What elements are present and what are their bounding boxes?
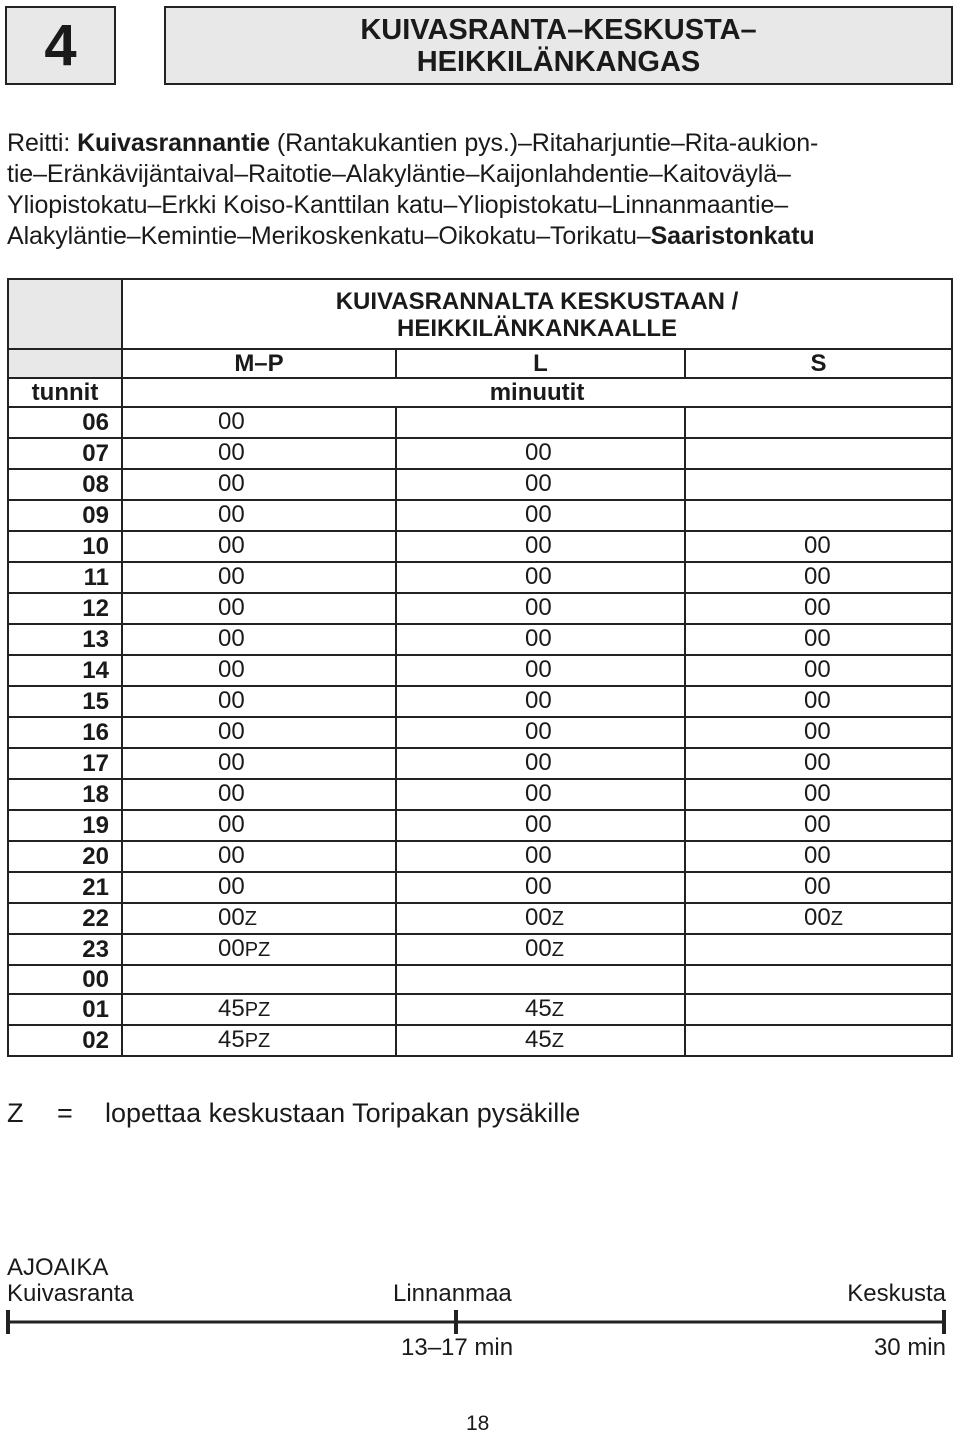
direction-header-row <box>8 279 952 349</box>
minutes-weekday-cell <box>122 965 396 994</box>
hour-cell: 07 <box>8 438 122 469</box>
minute-value: 00 <box>218 563 245 590</box>
label-row <box>8 378 952 407</box>
minutes-weekday-cell <box>122 593 396 624</box>
minute-value: 00 <box>804 718 831 745</box>
minutes-saturday-cell <box>396 531 685 562</box>
hour-cell: 19 <box>8 810 122 841</box>
minute-value: 00 <box>218 904 245 931</box>
minute-value: 00 <box>218 470 245 497</box>
minute-value: 45 <box>218 995 245 1022</box>
direction-line1: KUIVASRANNALTA KESKUSTAAN / <box>335 288 739 315</box>
minute-value: 00 <box>525 935 552 962</box>
table-row <box>8 934 952 965</box>
minutes-sunday-cell <box>685 562 952 593</box>
minutes-saturday-cell <box>396 1025 685 1056</box>
day-header-row <box>8 349 952 378</box>
minutes-saturday-cell <box>396 407 685 438</box>
table-row <box>8 779 952 810</box>
minutes-weekday-cell <box>122 624 396 655</box>
time-to-linnanmaa: 13–17 min <box>401 1334 514 1361</box>
minute-note-code: PZ <box>244 999 271 1021</box>
hour-cell: 15 <box>8 686 122 717</box>
minute-value: 00 <box>218 501 245 528</box>
minutes-label: minuutit <box>122 378 952 407</box>
hour-cell: 14 <box>8 655 122 686</box>
footnote-symbol: Z <box>7 1098 24 1128</box>
minutes-saturday-cell <box>396 469 685 500</box>
hour-cell: 13 <box>8 624 122 655</box>
minute-note-code: Z <box>830 908 843 930</box>
minute-value: 00 <box>218 439 245 466</box>
minutes-weekday-cell <box>122 562 396 593</box>
minutes-weekday-cell <box>122 407 396 438</box>
route-title <box>164 6 953 85</box>
table-row <box>8 438 952 469</box>
minutes-saturday-cell <box>396 438 685 469</box>
minutes-weekday-cell <box>122 1025 396 1056</box>
minutes-sunday-cell <box>685 407 952 438</box>
minutes-saturday-cell <box>396 934 685 965</box>
minute-value: 00 <box>525 718 552 745</box>
minutes-weekday-cell <box>122 810 396 841</box>
day-header-s: S <box>685 349 952 378</box>
table-row <box>8 500 952 531</box>
table-row <box>8 469 952 500</box>
footnote <box>7 1096 581 1130</box>
hour-cell: 10 <box>8 531 122 562</box>
minute-value: 00 <box>218 873 245 900</box>
table-row <box>8 717 952 748</box>
minute-value: 00 <box>218 687 245 714</box>
route-title-line1: KUIVASRANTA–KESKUSTA– <box>360 13 757 46</box>
time-to-keskusta: 30 min <box>873 1334 946 1361</box>
minute-value: 00 <box>218 842 245 869</box>
minute-value: 45 <box>525 995 552 1022</box>
minute-value: 00 <box>525 687 552 714</box>
minute-value: 00 <box>218 749 245 776</box>
minutes-sunday-cell <box>685 500 952 531</box>
minute-value: 00 <box>804 873 831 900</box>
table-row <box>8 872 952 903</box>
minutes-weekday-cell <box>122 903 396 934</box>
stop-linnanmaa: Linnanmaa <box>393 1280 512 1307</box>
hour-cell: 20 <box>8 841 122 872</box>
minute-value: 45 <box>218 1026 245 1053</box>
minutes-saturday-cell <box>396 748 685 779</box>
minutes-sunday-cell <box>685 717 952 748</box>
hour-cell: 22 <box>8 903 122 934</box>
minutes-sunday-cell <box>685 965 952 994</box>
route-start-street: Kuivasrannantie <box>77 129 271 157</box>
minutes-saturday-cell <box>396 779 685 810</box>
minutes-saturday-cell <box>396 562 685 593</box>
minutes-sunday-cell <box>685 934 952 965</box>
minute-value: 00 <box>218 718 245 745</box>
minutes-sunday-cell <box>685 686 952 717</box>
minute-value: 45 <box>525 1026 552 1053</box>
minutes-sunday-cell <box>685 779 952 810</box>
direction-line2: HEIKKILÄNKANKAALLE <box>397 315 677 342</box>
minute-value: 00 <box>218 594 245 621</box>
route-end-street: Saaristonkatu <box>650 222 815 250</box>
table-row <box>8 655 952 686</box>
route-line-3: Yliopistokatu–Erkki Koiso-Kanttilan katu–Yliopistokatu–Linnanmaantie– <box>7 191 789 219</box>
hour-cell: 11 <box>8 562 122 593</box>
corner-cell <box>8 279 122 349</box>
minutes-sunday-cell <box>685 531 952 562</box>
minutes-weekday-cell <box>122 655 396 686</box>
minutes-sunday-cell <box>685 624 952 655</box>
minutes-weekday-cell <box>122 841 396 872</box>
hour-cell: 08 <box>8 469 122 500</box>
minute-note-code: Z <box>551 908 564 930</box>
minute-value: 00 <box>525 904 552 931</box>
minute-value: 00 <box>525 842 552 869</box>
minutes-saturday-cell <box>396 593 685 624</box>
page-number: 18 <box>466 1412 490 1435</box>
minutes-saturday-cell <box>396 994 685 1025</box>
route-line-4 <box>7 221 957 252</box>
timetable <box>7 278 953 1057</box>
minute-value: 00 <box>804 532 831 559</box>
minute-value: 00 <box>218 408 245 435</box>
minutes-sunday-cell <box>685 469 952 500</box>
minute-value: 00 <box>525 501 552 528</box>
minute-value: 00 <box>525 656 552 683</box>
minutes-weekday-cell <box>122 469 396 500</box>
minute-value: 00 <box>525 625 552 652</box>
minutes-sunday-cell <box>685 748 952 779</box>
minute-value: 00 <box>218 811 245 838</box>
stop-keskusta: Keskusta <box>847 1280 946 1307</box>
route-description <box>7 128 957 252</box>
minute-value: 00 <box>218 780 245 807</box>
day-header-l: L <box>396 349 685 378</box>
footnote-equals: = <box>57 1098 73 1128</box>
minutes-saturday-cell <box>396 655 685 686</box>
minute-value: 00 <box>804 842 831 869</box>
minutes-saturday-cell <box>396 965 685 994</box>
minute-value: 00 <box>804 656 831 683</box>
minute-value: 00 <box>804 811 831 838</box>
travel-time-title: AJOAIKA <box>7 1254 109 1281</box>
minute-value: 00 <box>525 439 552 466</box>
minutes-sunday-cell <box>685 872 952 903</box>
minute-value: 00 <box>218 656 245 683</box>
table-row <box>8 748 952 779</box>
minute-value: 00 <box>804 749 831 776</box>
day-header-mp: M–P <box>122 349 396 378</box>
route-line-1-rest: (Rantakukantien pys.)–Ritaharjuntie–Rita-aukion- <box>270 129 819 157</box>
minute-value: 00 <box>804 563 831 590</box>
table-row <box>8 810 952 841</box>
hour-cell: 23 <box>8 934 122 965</box>
hour-cell: 12 <box>8 593 122 624</box>
minute-value: 00 <box>218 625 245 652</box>
route-line-1 <box>7 128 957 159</box>
minute-note-code: PZ <box>244 1030 271 1052</box>
minute-note-code: PZ <box>244 939 271 961</box>
minute-value: 00 <box>525 470 552 497</box>
minutes-weekday-cell <box>122 686 396 717</box>
minutes-saturday-cell <box>396 841 685 872</box>
table-row <box>8 407 952 438</box>
minute-value: 00 <box>218 935 245 962</box>
minutes-sunday-cell <box>685 903 952 934</box>
minute-value: 00 <box>525 532 552 559</box>
minute-value: 00 <box>525 780 552 807</box>
hour-cell: 01 <box>8 994 122 1025</box>
hour-cell: 02 <box>8 1025 122 1056</box>
table-row <box>8 1025 952 1056</box>
stop-kuivasranta: Kuivasranta <box>7 1280 134 1307</box>
minute-value: 00 <box>804 687 831 714</box>
minutes-saturday-cell <box>396 903 685 934</box>
minute-value: 00 <box>525 811 552 838</box>
route-line-2: tie–Eränkävijäntaival–Raitotie–Alakyläntie–Kaijonlahdentie–Kaitoväylä– <box>7 160 791 188</box>
minute-value: 00 <box>804 594 831 621</box>
table-row <box>8 624 952 655</box>
minute-value: 00 <box>804 625 831 652</box>
direction-heading <box>122 279 952 349</box>
minute-note-code: Z <box>551 939 564 961</box>
minutes-saturday-cell <box>396 686 685 717</box>
minute-note-code: Z <box>551 1030 564 1052</box>
minute-value: 00 <box>218 532 245 559</box>
minute-value: 00 <box>804 904 831 931</box>
hours-label: tunnit <box>8 378 122 407</box>
minutes-sunday-cell <box>685 655 952 686</box>
minutes-weekday-cell <box>122 934 396 965</box>
route-number: 4 <box>5 6 116 85</box>
minute-value: 00 <box>525 749 552 776</box>
table-row <box>8 562 952 593</box>
hour-cell: 09 <box>8 500 122 531</box>
minutes-weekday-cell <box>122 717 396 748</box>
minutes-sunday-cell <box>685 593 952 624</box>
minutes-weekday-cell <box>122 872 396 903</box>
table-row <box>8 903 952 934</box>
table-row <box>8 841 952 872</box>
minute-note-code: Z <box>551 999 564 1021</box>
minutes-weekday-cell <box>122 438 396 469</box>
minutes-saturday-cell <box>396 500 685 531</box>
minutes-saturday-cell <box>396 810 685 841</box>
minutes-weekday-cell <box>122 994 396 1025</box>
hour-cell: 21 <box>8 872 122 903</box>
route-title-line2: HEIKKILÄNKANGAS <box>416 45 701 78</box>
minutes-sunday-cell <box>685 1025 952 1056</box>
minute-value: 00 <box>804 780 831 807</box>
minute-note-code: Z <box>244 908 257 930</box>
table-row <box>8 686 952 717</box>
minutes-weekday-cell <box>122 531 396 562</box>
hour-cell: 16 <box>8 717 122 748</box>
table-row <box>8 531 952 562</box>
table-row <box>8 965 952 994</box>
minutes-sunday-cell <box>685 438 952 469</box>
minutes-weekday-cell <box>122 748 396 779</box>
route-label: Reitti: <box>7 129 78 157</box>
corner-cell-2 <box>8 349 122 378</box>
minutes-sunday-cell <box>685 841 952 872</box>
minutes-weekday-cell <box>122 500 396 531</box>
hour-cell: 00 <box>8 965 122 994</box>
hour-cell: 18 <box>8 779 122 810</box>
minutes-sunday-cell <box>685 994 952 1025</box>
table-row <box>8 994 952 1025</box>
minutes-weekday-cell <box>122 779 396 810</box>
minutes-saturday-cell <box>396 872 685 903</box>
minute-value: 00 <box>525 594 552 621</box>
hour-cell: 06 <box>8 407 122 438</box>
table-row <box>8 593 952 624</box>
minutes-saturday-cell <box>396 717 685 748</box>
minute-value: 00 <box>525 873 552 900</box>
minutes-saturday-cell <box>396 624 685 655</box>
minute-value: 00 <box>525 563 552 590</box>
route-line-4-text: Alakyläntie–Kemintie–Merikoskenkatu–Oikokatu–Torikatu– <box>7 222 651 250</box>
minutes-sunday-cell <box>685 810 952 841</box>
hour-cell: 17 <box>8 748 122 779</box>
footnote-text: lopettaa keskustaan Toripakan pysäkille <box>105 1098 581 1128</box>
